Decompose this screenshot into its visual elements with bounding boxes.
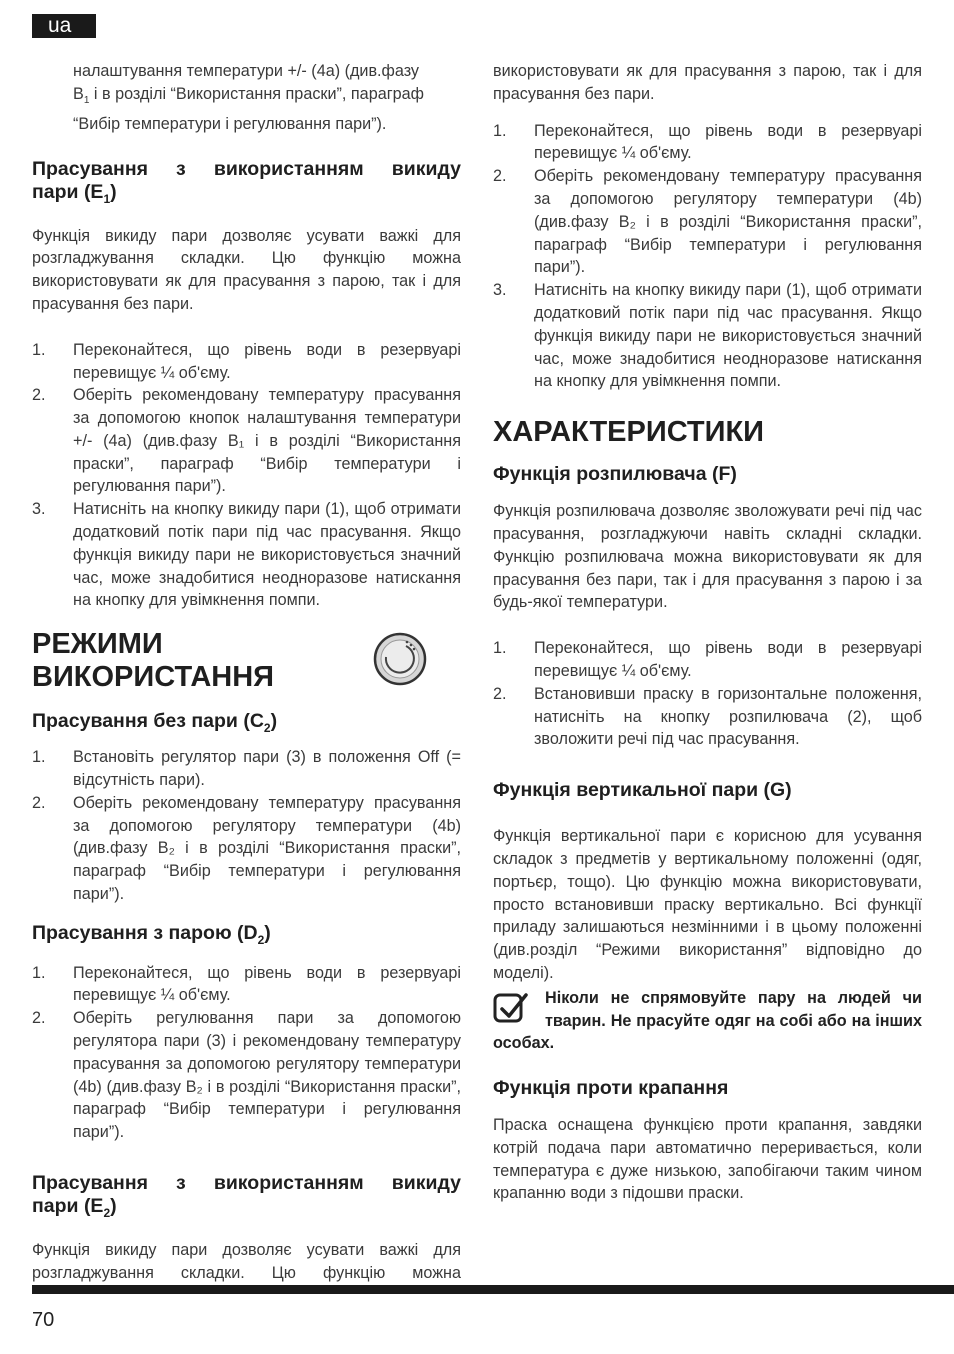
spray-paragraph: Функція розпилювача дозволяє зволожувати речі під час прасування, розгладжуючи навіть складні складки. Функцію розпилювача можна використовувати як для прасування без пари, так і для прасування з парою і за будь-якої температури.: [493, 502, 922, 612]
e1-paragraph: Функція викиду пари дозволяє усувати важкі для розгладжування складки. Цю функцію можна використовувати як для прасування з парою, так і для прасування без пари.: [32, 226, 461, 313]
continued-paragraph: використовувати як для прасування з парою, так і для прасування без пари.: [493, 62, 922, 103]
section-title-antidrip: Функція проти крапання: [493, 1077, 729, 1100]
section-title-vertical: Функція вертикальної пари (G): [493, 779, 792, 802]
spray-steps: [493, 637, 922, 751]
list-item: 1. Переконайтеся, що рівень води в резервуарі перевищує ¼ об'єму.: [32, 963, 461, 1005]
d2-steps: [32, 962, 461, 1144]
steam-dial-icon: [373, 632, 427, 686]
list-item: 2. Встановивши праску в горизонтальне положення, натисніть на кнопку розпилювача (2), щоб зволожити речі під час прасування.: [493, 684, 922, 749]
section-title-d2: Прасування з парою $(D_2)$: [32, 921, 271, 947]
section-title-spray: Функція розпилювача (F): [493, 463, 737, 486]
e2-steps: [493, 120, 922, 394]
list-item: 1. Встановіть регулятор пари (3) в положення Off (= відсутність пари).: [32, 748, 461, 789]
list-item: 2. Оберіть рекомендовану температуру прасування за допомогою регулятору температури (4b) (див.фазу B₂ і в розділі “Використання праски”, параграф “Вибір температури і регулювання пари”).: [493, 167, 922, 277]
warning-check-icon: [493, 991, 529, 1025]
page-number: 70: [32, 1309, 55, 1331]
list-item: 2. Оберіть рекомендовану температуру прасування за допомогою кнопок налаштування температури +/- (4a) (див.фазу B₁ і в розділі “Використання праски”, параграф “Вибір температури і регулювання пари”).: [32, 386, 461, 496]
features-title: ХАРАКТЕРИСТИКИ: [493, 416, 765, 449]
antidrip-paragraph: Праска оснащена функцією проти крапання, завдяки котрій подача пари автоматично переривається, коли температура є дуже низькою, запобігаючи таким чином крапанню води з підошви праски.: [493, 1116, 922, 1203]
list-item: 1. Переконайтеся, що рівень води в резервуарі перевищує ¼ об'єму.: [32, 340, 461, 382]
section-title-c2: Прасування без пари $(C_2)$: [32, 710, 278, 736]
right-column: [493, 60, 922, 1205]
list-item: 2. Оберіть рекомендовану температуру прасування за допомогою регулятору температури (4b) (див.фазу B₂ і в розділі “Використання праски”, параграф “Вибір температури і регулювання пари”).: [32, 793, 461, 903]
section-title-e2: Прасування з використанням викиду пари $(E_2)$: [32, 1172, 461, 1220]
list-item: 3. Натисніть на кнопку викиду пари (1), щоб отримати додатковий потік пари під час прасування. Якщо функція викиду пари не використовується значний час, може знадобитися неодноразове натискання на кнопку для увімкнення помпи.: [493, 281, 922, 391]
warning-note: Ніколи не спрямовуйте пару на людей чи тварин. Не прасуйте одяг на собі або на інших особах.: [493, 988, 922, 1053]
list-item: 1. Переконайтеся, що рівень води в резервуарі перевищує ¼ об'єму.: [493, 121, 922, 163]
list-item: 1. Переконайтеся, що рівень води в резервуарі перевищує ¼ об'єму.: [493, 639, 922, 680]
modes-title: РЕЖИМИ ВИКОРИСТАННЯ: [32, 628, 275, 694]
intro-continuation: налаштування температури +/- (4a) (див.фазу $B_1$ і в розділі “Використання праски”, параграф “Вибір температури і регулювання пари”).: [73, 62, 424, 133]
list-item: 2. Оберіть регулювання пари за допомогою регулятора пари (3) і рекомендовану температуру прасування за допомогою регулятору температури (4b) (див.фазу B₂ і в розділі “Використання праски”, параграф “Вибір температури і регулювання пари”).: [32, 1009, 461, 1142]
e2-paragraph: Функція викиду пари дозволяє усувати важкі для розгладжування складки. Цю функцію можна: [32, 1240, 461, 1282]
footer-rule: [32, 1285, 954, 1294]
list-item: 3. Натисніть на кнопку викиду пари (1), щоб отримати додатковий потік пари під час прасування. Якщо функція викиду пари не використовується значний час, може знадобитися неодноразове натискання на кнопку для увімкнення помпи.: [32, 500, 461, 610]
section-title-e1: Прасування з використанням викиду пари $(E_1)$: [32, 157, 461, 206]
vertical-paragraph: Функція вертикальної пари є корисною для усування складок з предметів у вертикальному положенні (одяг, портьєр, тощо). Цю функцію можна використовувати, просто встановивши праску вертикально. Всі функції приладу залишаються незмінними і в цьому положенні (див.розділ “Режими використання” відповідно до моделі).: [493, 827, 922, 982]
c2-steps: [32, 746, 461, 906]
e1-steps: [32, 339, 461, 613]
language-tag: ua: [32, 14, 96, 38]
